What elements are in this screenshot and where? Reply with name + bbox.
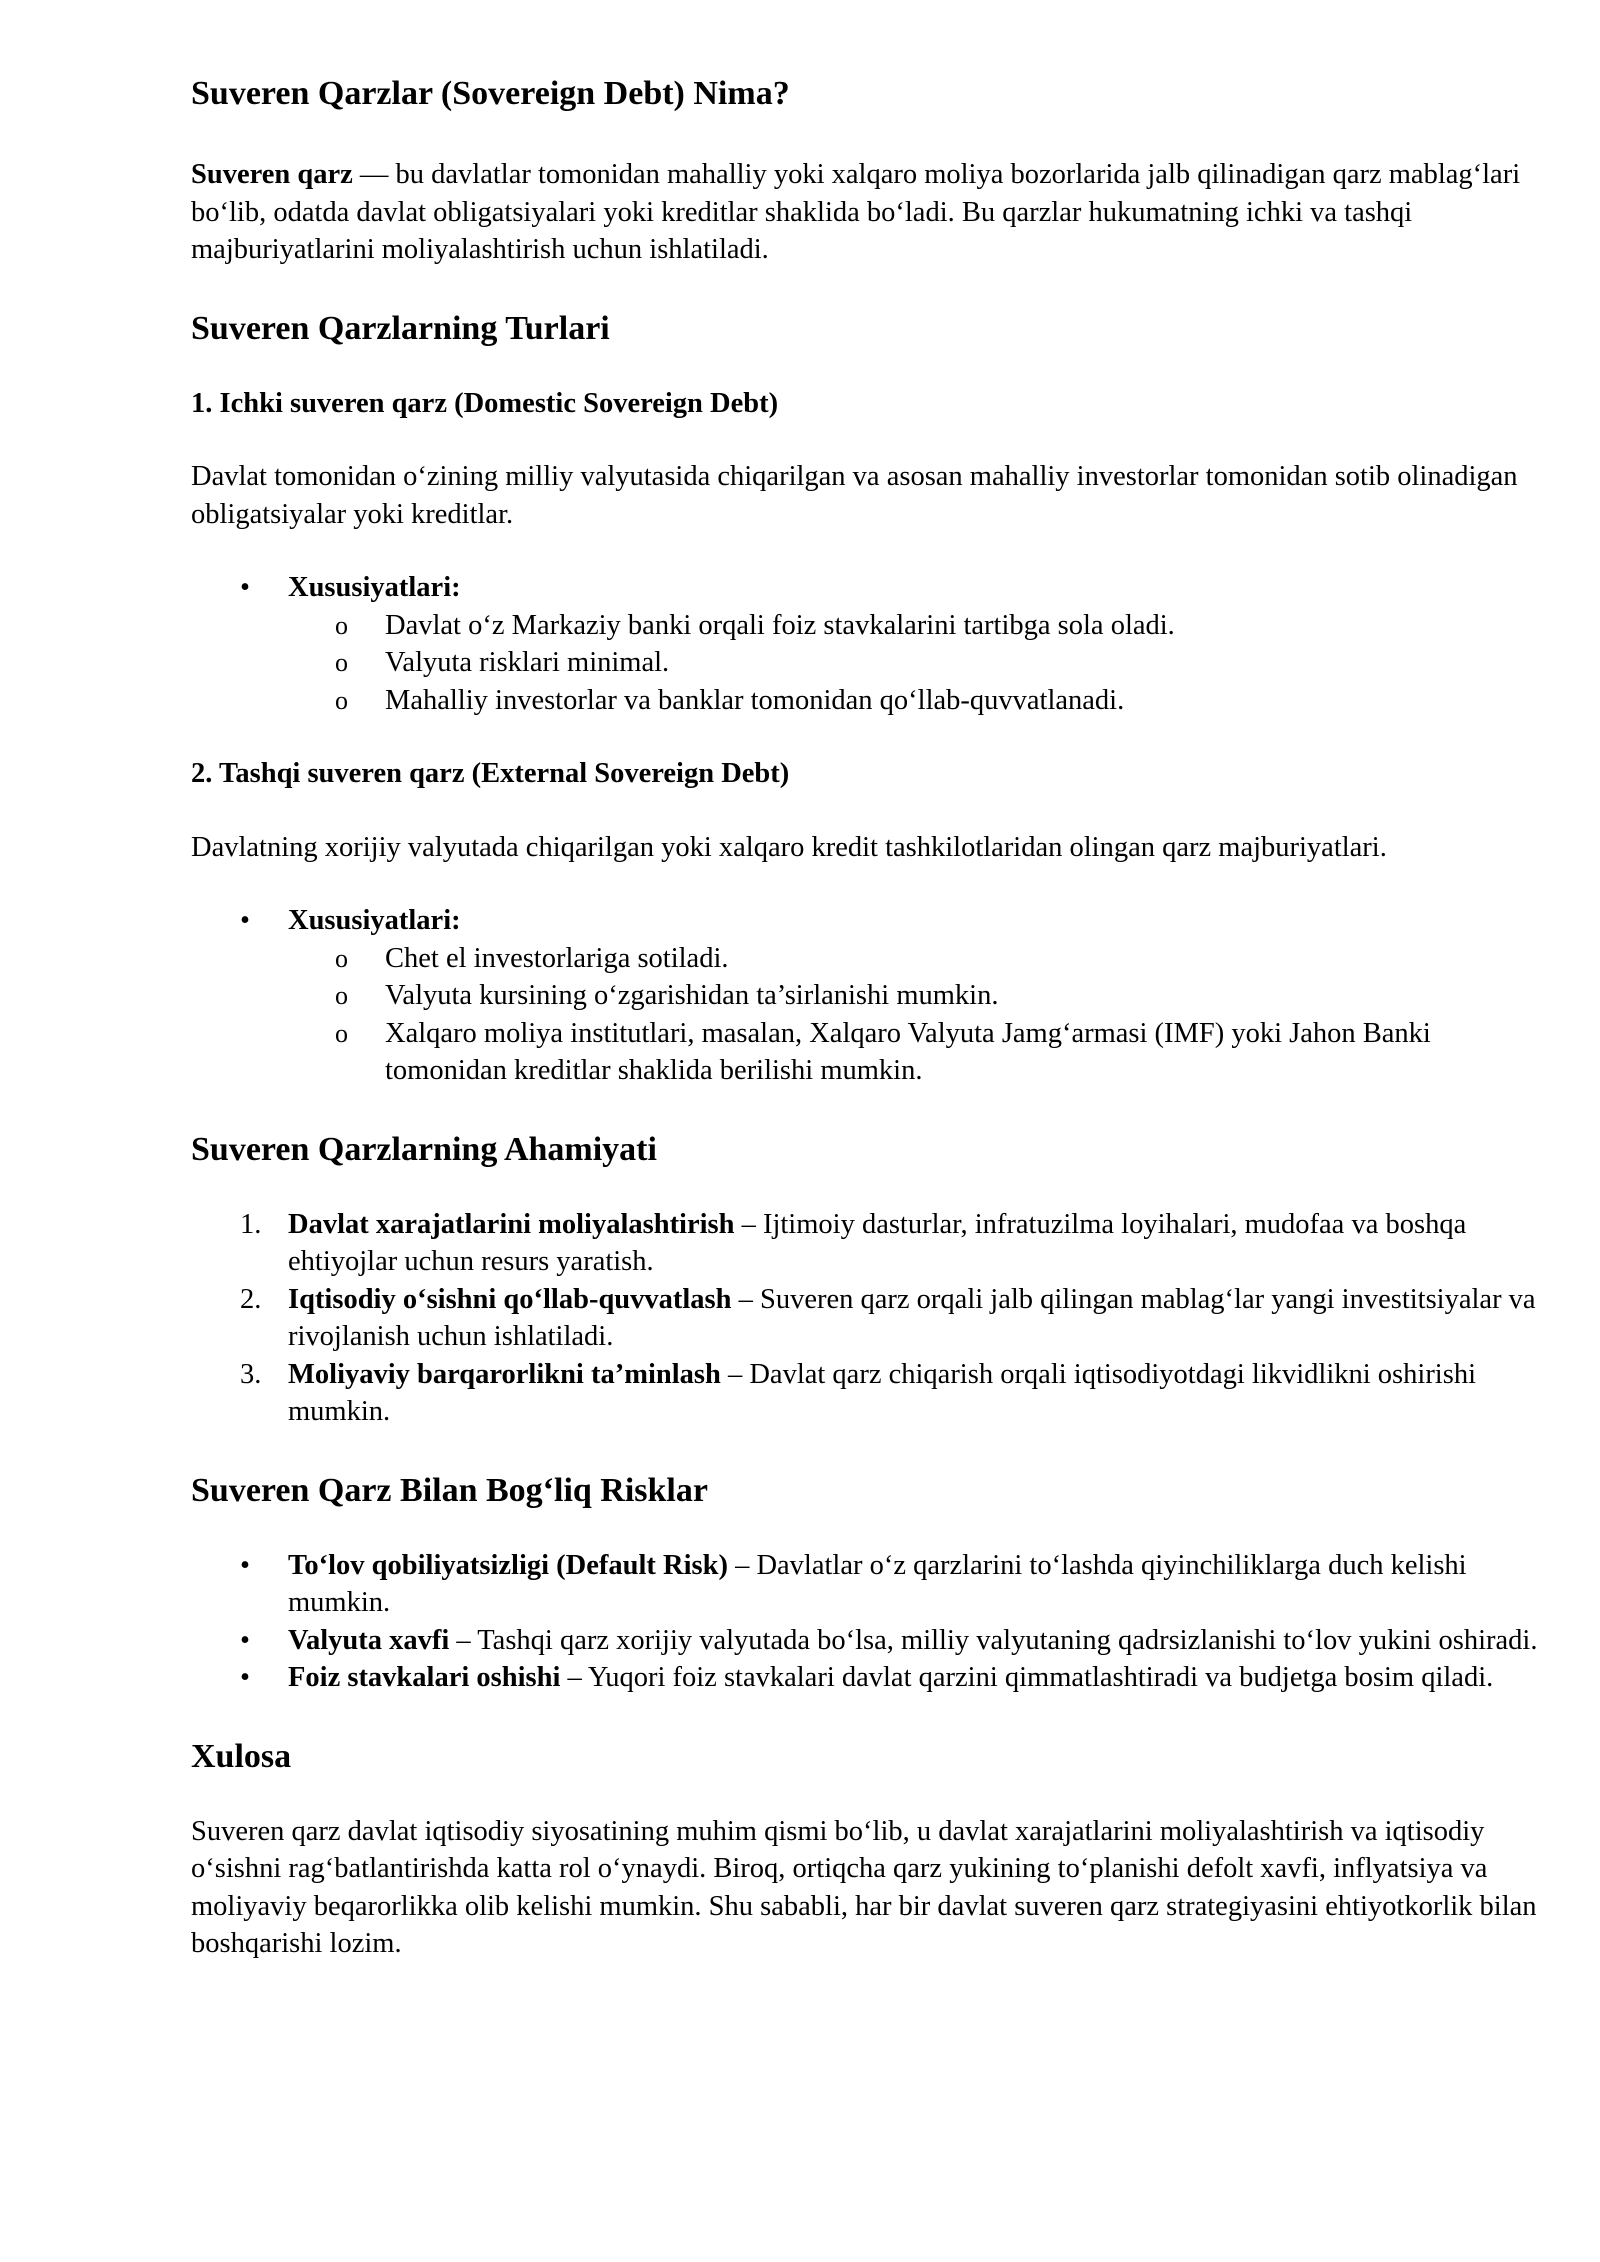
bullet-icon: • — [240, 572, 250, 603]
list-item — [288, 940, 1551, 978]
list-item — [191, 569, 1551, 719]
item-text: – Davlat qarz chiqarish orqali iqtisodiyotdagi likvidlikni oshirishi mumkin. — [288, 1358, 1476, 1427]
list-item — [191, 902, 1551, 1090]
list-item — [288, 1015, 1551, 1090]
list-item — [191, 1622, 1551, 1660]
risks-heading: Suveren Qarz Bilan Bog‘liq Risklar — [191, 1471, 708, 1509]
item-number: 3. — [240, 1358, 262, 1390]
sub-bullet-icon: o — [335, 981, 348, 1010]
bullet-icon: • — [240, 1662, 250, 1693]
risk-text: – Davlatlar o‘z qarzlarini to‘lashda qiyinchiliklarga duch kelishi mumkin. — [288, 1549, 1467, 1618]
page-title: Suveren Qarzlar (Sovereign Debt) Nima? — [191, 75, 790, 112]
external-heading: 2. Tashqi suveren qarz (External Sovereign Debt) — [191, 758, 790, 789]
list-item — [191, 1281, 1551, 1356]
conclusion-heading: Xulosa — [191, 1737, 292, 1775]
external-features-list — [191, 902, 1551, 1090]
sub-bullet-icon: o — [335, 943, 348, 973]
risks-list — [191, 1547, 1551, 1697]
bullet-icon: • — [240, 1624, 250, 1656]
sub-bullet-icon: o — [335, 685, 348, 715]
item-term: Moliyaviy barqarorlikni ta’minlash — [288, 1358, 721, 1390]
importance-heading: Suveren Qarzlarning Ahamiyati — [191, 1130, 657, 1168]
domestic-features-list — [191, 569, 1551, 719]
sub-bullet-icon: o — [335, 648, 348, 677]
item-term: Iqtisodiy o‘sishni qo‘llab-quvvatlash — [288, 1283, 732, 1315]
feature-text: Valyuta kursining o‘zgarishidan ta’sirlanishi mumkin. — [385, 980, 999, 1011]
list-item — [288, 977, 1551, 1015]
types-heading: Suveren Qarzlarning Turlari — [191, 309, 610, 347]
item-text: – Ijtimoiy dasturlar, infratuzilma loyihalari, mudofaa va boshqa ehtiyojlar uchun resurs yaratish. — [288, 1208, 1467, 1277]
conclusion-text: Suveren qarz davlat iqtisodiy siyosatining muhim qismi bo‘lib, u davlat xarajatlarini moliyalashtirish va iqtisodiy o‘sishni rag‘batlantirishda katta rol o‘ynaydi. Biroq, ortiqcha qarz yukining to‘planishi defolt xavfi, inflyatsiya va moliyaviy beqarorlikka olib kelishi mumkin. Shu sababli, har bir davlat suveren qarz strategiyasini ehtiyotkorlik bilan boshqarishi lozim. — [191, 1815, 1537, 1959]
risk-term: Foiz stavkalari oshishi — [288, 1662, 561, 1693]
bullet-icon: • — [240, 905, 250, 936]
list-item — [288, 682, 1551, 720]
document-page — [191, 72, 1551, 1999]
feature-text: Valyuta risklari minimal. — [385, 647, 670, 678]
risk-term: To‘lov qobiliyatsizligi (Default Risk) — [288, 1549, 728, 1581]
list-item — [191, 1659, 1551, 1697]
domestic-sublist — [288, 607, 1551, 720]
intro-paragraph — [191, 156, 1551, 269]
feature-text: Chet el investorlariga sotiladi. — [385, 942, 729, 974]
item-number: 1. — [240, 1208, 262, 1240]
feature-text: Mahalliy investorlar va banklar tomonidan qo‘llab-quvvatlanadi. — [385, 684, 1125, 716]
sub-bullet-icon: o — [335, 610, 348, 640]
importance-list — [191, 1206, 1551, 1431]
risk-text: – Yuqori foiz stavkalari davlat qarzini qimmatlashtiradi va budjetga bosim qiladi. — [560, 1662, 1494, 1693]
intro-term: Suveren qarz — [191, 159, 353, 190]
domestic-text: Davlat tomonidan o‘zining milliy valyutasida chiqarilgan va asosan mahalliy investorlar tomonidan sotib olinadigan obligatsiyalar yoki kreditlar. — [191, 461, 1518, 530]
list-item — [191, 1206, 1551, 1281]
list-item — [288, 644, 1551, 682]
sub-bullet-icon: o — [335, 1018, 348, 1048]
feature-text: Davlat o‘z Markaziy banki orqali foiz stavkalarini tartibga sola oladi. — [385, 609, 1175, 641]
intro-text: — bu davlatlar tomonidan mahalliy yoki xalqaro moliya bozorlarida jalb qilinadigan qarz mablag‘lari bo‘lib, odatda davlat obligatsiyalari yoki kreditlar shaklida bo‘ladi. Bu qarzlar hukumatning ichki va tashqi majburiyatlarini moliyalashtirish uchun ishlatiladi. — [191, 159, 1521, 265]
features-label: Xususiyatlari: — [288, 572, 461, 603]
list-item — [191, 1547, 1551, 1622]
bullet-icon: • — [240, 1549, 250, 1581]
item-term: Davlat xarajatlarini moliyalashtirish — [288, 1208, 735, 1240]
item-text: – Suveren qarz orqali jalb qilingan mablag‘lar yangi investitsiyalar va rivojlanish uchun ishlatiladi. — [288, 1283, 1536, 1352]
external-sublist — [288, 940, 1551, 1090]
external-text: Davlatning xorijiy valyutada chiqarilgan yoki xalqaro kredit tashkilotlaridan olingan qarz majburiyatlari. — [191, 831, 1387, 863]
features-label: Xususiyatlari: — [288, 905, 461, 936]
list-item — [288, 607, 1551, 645]
domestic-heading: 1. Ichki suveren qarz (Domestic Sovereign Debt) — [191, 387, 779, 419]
feature-text: Xalqaro moliya institutlari, masalan, Xalqaro Valyuta Jamg‘armasi (IMF) yoki Jahon Banki tomonidan kreditlar shaklida berilishi mumkin. — [385, 1017, 1431, 1086]
risk-term: Valyuta xavfi — [288, 1624, 450, 1656]
item-number: 2. — [240, 1283, 262, 1315]
risk-text: – Tashqi qarz xorijiy valyutada bo‘lsa, milliy valyutaning qadrsizlanishi to‘lov yukini oshiradi. — [449, 1624, 1538, 1656]
list-item — [191, 1356, 1551, 1431]
